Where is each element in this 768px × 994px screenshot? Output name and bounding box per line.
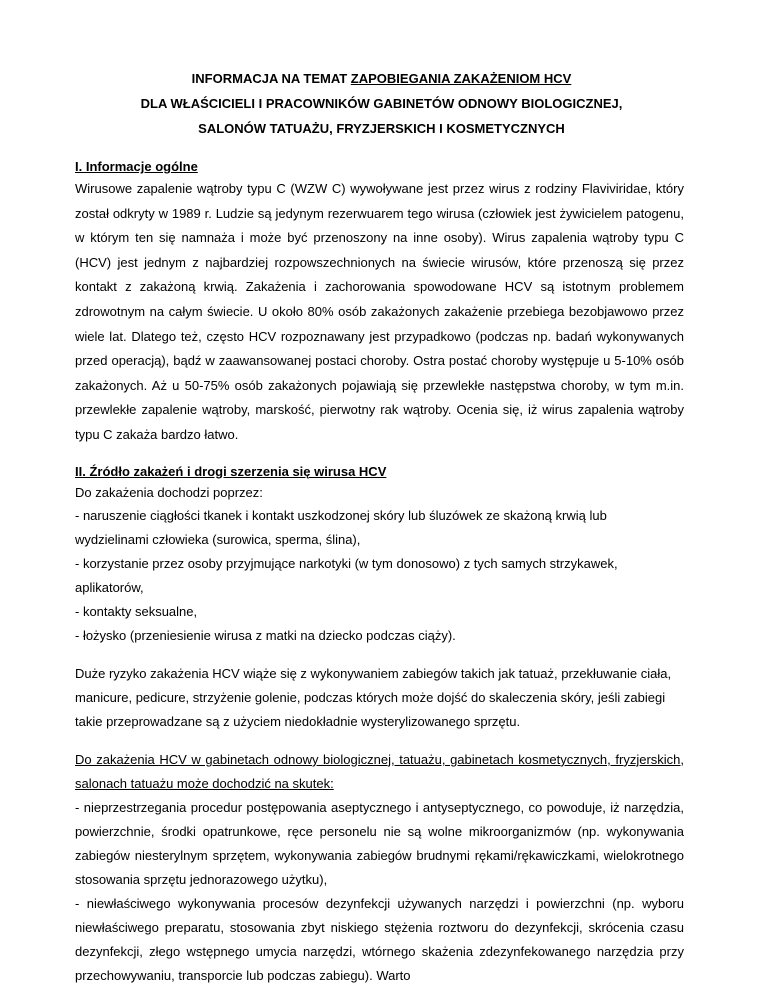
list-item: - naruszenie ciągłości tkanek i kontakt uszkodzonej skóry lub śluzówek ze skażoną krwią lub wydzielinami człowieka (surowica, sperma, ślina), [75,507,607,547]
document-title-line-1 [79,66,684,91]
document-title-line-2: DLA WŁAŚCICIELI I PRACOWNIKÓW GABINETÓW ODNOWY BIOLOGICZNEJ, [140,96,623,111]
causes-heading: Do zakażenia HCV w gabinetach odnowy biologicznej, tatuażu, gabinetach kosmetycznych, fryzjerskich, salonach tatuażu może dochodzić na skutek: [75,751,684,791]
list-item: - niewłaściwego wykonywania procesów dezynfekcji używanych narzędzi i powierzchni (np. wyboru niewłaściwego preparatu, stosowania zbyt niskiego stężenia roztworu do dezynfekcji, skrócenia czasu dezynfekcji, złego wstępnego umycia narzędzi, wtórnego skażenia zdezynfekowanego narzędzia przy przechowywaniu, transporcie lub podczas zabiegu). Warto [75,895,684,983]
list-item: - łożysko (przeniesienie wirusa z matki na dziecko podczas ciąży). [75,627,456,643]
section-1-heading: I. Informacje ogólne [75,159,198,174]
spacer [75,648,684,662]
section-2-intro: Do zakażenia dochodzi poprzez: [75,484,263,500]
section-1-paragraph: Wirusowe zapalenie wątroby typu C (WZW C) wywoływane jest przez wirus z rodziny Flaviviridae, który został odkryty w 1989 r. Ludzie są jedynym rezerwuarem tego wirusa (człowiek jest żywicielem patogenu, w którym ten się namnaża i może być przenoszony na inne osoby). Wirus zapalenia wątroby typu C (HCV) jest jednym z najbardziej rozpowszechnionych na świecie wirusów, które przenoszą się przez kontakt z zakażoną krwią. Zakażenia i zachorowania spowodowane HCV są istotnym problemem zdrowotnym na całym świecie. U około 80% osób zakażonych zakażenie przebiega bezobjawowo przez wiele lat. Dlatego też, często HCV rozpoznawany jest przypadkowo (podczas np. badań wykonywanych przed operacją), bądź w zaawansowanej postaci choroby. Ostra postać choroby występuje u 5-10% osób zakażonych. Aż u 50-75% osób zakażonych pojawiają się przewlekłe następstwa choroby, w tym m.in. przewlekłe zapalenie wątroby, marskość, pierwotny rak wątroby. Ocenia się, iż wirus zapalenia wątroby typu C zakaża bardzo łatwo. [75,181,684,442]
list-item: - nieprzestrzegania procedur postępowania aseptycznego i antyseptycznego, co powoduje, iż narzędzia, powierzchnie, środki opatrunkowe, ręce personelu nie są wolne mikroorganizmów (np. wykonywania zabiegów niesterylnym sprzętem, wykonywania zabiegów brudnymi rękami/rękawiczkami, wielokrotnego stosowania sprzętu jednorazowego użytku), [75,799,684,887]
spacer [75,734,684,748]
document-title-line-3: SALONÓW TATUAŻU, FRYZJERSKICH I KOSMETYCZNYCH [198,121,565,136]
risk-paragraph: Duże ryzyko zakażenia HCV wiąże się z wykonywaniem zabiegów takich jak tatuaż, przekłuwanie ciała, manicure, pedicure, strzyżenie golenie, podczas których może dojść do skaleczenia skóry, jeśli zabiegi takie przeprowadzane są z użyciem niedokładnie wysterylizowanego sprzętu. [75,665,672,729]
title-prefix: INFORMACJA NA TEMAT [191,71,351,86]
list-item: - korzystanie przez osoby przyjmujące narkotyki (w tym donosowo) z tych samych strzykawek, aplikatorów, [75,555,618,595]
list-item: - kontakty seksualne, [75,603,198,619]
section-2-heading: II. Źródło zakażeń i drogi szerzenia się wirusa HCV [75,463,387,479]
title-underlined: ZAPOBIEGANIA ZAKAŻENIOM HCV [350,71,572,86]
